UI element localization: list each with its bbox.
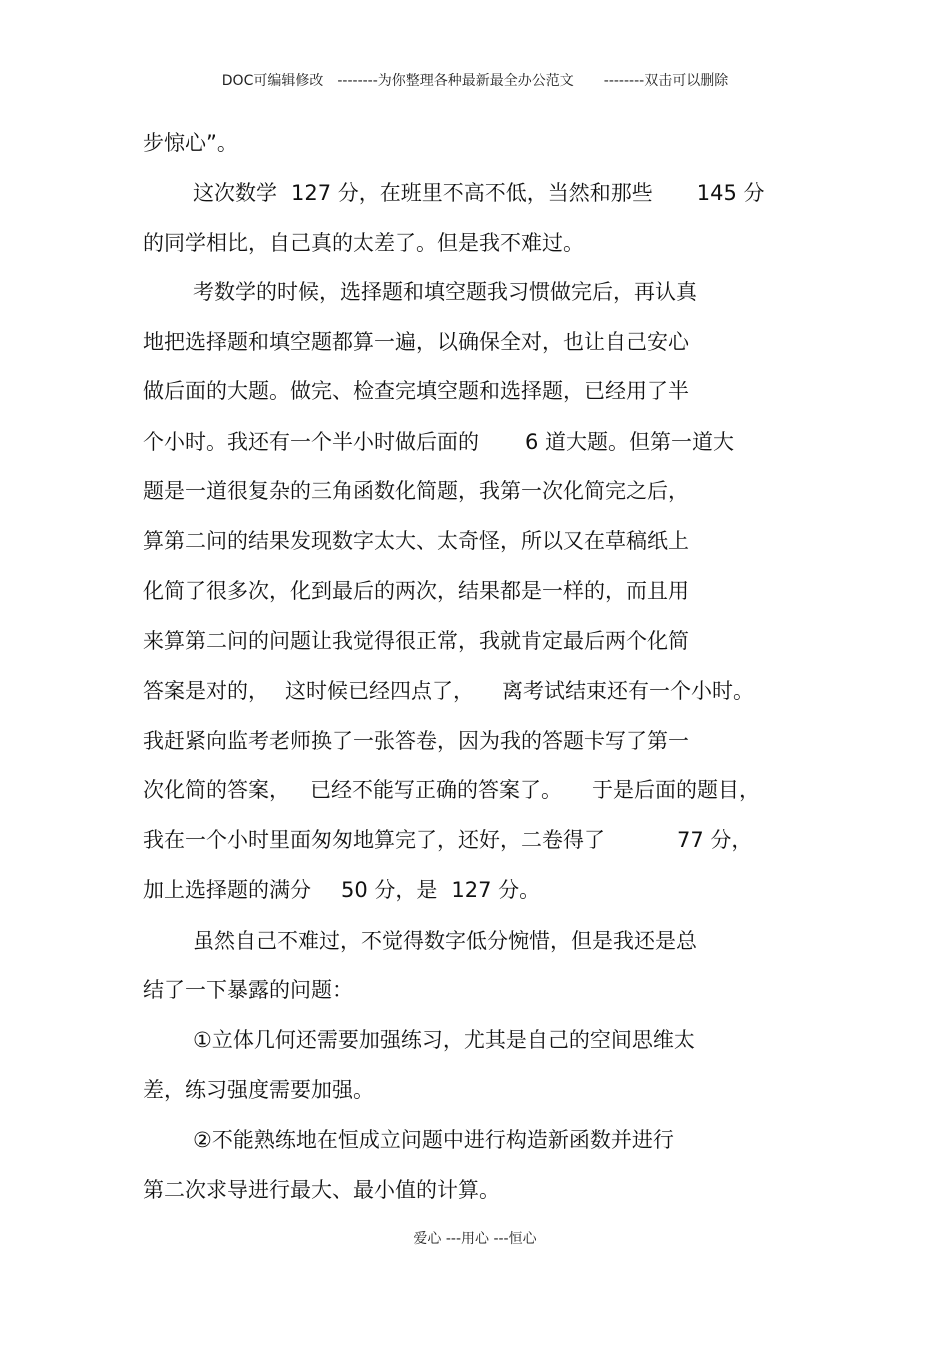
line-text: ①立体几何还需要加强练习，尤其是自己的空间思维太 (193, 1028, 695, 1052)
line-text: 来算第二问的问题让我觉得很正常，我就肯定最后两个化简 (143, 629, 689, 653)
body-line (143, 128, 238, 158)
line-text: 题是一道很复杂的三角函数化简题，我第一次化简完之后， (143, 479, 689, 503)
line-text: 的同学相比，自己真的太差了。但是我不难过。 (143, 231, 584, 255)
body-line (143, 626, 689, 656)
line-text: 145 分 (696, 181, 765, 205)
line-text: 个小时。我还有一个半小时做后面的 (143, 430, 479, 454)
body-line (143, 526, 689, 556)
line-text: 6 道大题。但第一道大 (525, 430, 735, 454)
body-line (143, 576, 689, 606)
line-text: 次化简的答案， (143, 778, 290, 802)
page-footer: 爱心 ---用心 ---恒心 (413, 1231, 537, 1247)
line-text: ②不能熟练地在恒成立问题中进行构造新函数并进行 (193, 1128, 674, 1152)
line-text: 结了一下暴露的问题： (143, 978, 353, 1002)
line-text: 第二次求导进行最大、最小值的计算。 (143, 1178, 500, 1202)
line-text: 差，练习强度需要加强。 (143, 1078, 374, 1102)
body-line (143, 676, 754, 706)
body-line (143, 376, 689, 406)
body-line (143, 427, 734, 457)
line-text: 地把选择题和填空题都算一遍，以确保全对，也让自己安心 (143, 330, 689, 354)
line-text: 考数学的时候，选择题和填空题我习惯做完后，再认真 (193, 280, 697, 304)
line-text: 虽然自己不难过，不觉得数字低分惋惜，但是我还是总 (193, 929, 697, 953)
line-text: 加上选择题的满分 (143, 878, 311, 902)
line-text: 这次数学 (193, 181, 277, 205)
line-text: 我在一个小时里面匆匆地算完了，还好，二卷得了 (143, 828, 605, 852)
body-line (143, 975, 353, 1005)
body-line (143, 875, 540, 905)
body-line (143, 476, 689, 506)
body-line (143, 228, 584, 258)
line-text: 我赶紧向监考老师换了一张答卷，因为我的答题卡写了第一 (143, 729, 689, 753)
body-line (143, 726, 689, 756)
line-text: 于是后面的题目， (592, 778, 760, 802)
line-text: 50 分，是 (341, 878, 438, 902)
body-line (143, 327, 689, 357)
line-text: 127 分。 (451, 878, 541, 902)
line-text: 做后面的大题。做完、检查完填空题和选择题，已经用了半 (143, 379, 689, 403)
line-text: 这时候已经四点了， (285, 679, 474, 703)
paragraph-line (193, 1125, 674, 1155)
line-text: 离考试结束还有一个小时。 (502, 679, 754, 703)
line-text: 77 分， (677, 828, 753, 852)
header-left-text: DOC可编辑修改 (221, 73, 324, 89)
line-text: 127 分，在班里不高不低，当然和那些 (291, 181, 653, 205)
body-line (143, 775, 760, 805)
body-line (143, 825, 752, 855)
paragraph-line (193, 178, 765, 208)
line-text: 答案是对的， (143, 679, 269, 703)
body-line (143, 1075, 374, 1105)
line-text: 已经不能写正确的答案了。 (310, 778, 562, 802)
paragraph-line (193, 277, 697, 307)
paragraph-line (193, 926, 697, 956)
page-header (0, 70, 950, 90)
paragraph-line (193, 1025, 695, 1055)
line-text: 步惊心”。 (143, 131, 238, 155)
line-text: 算第二问的结果发现数字太大、太奇怪，所以又在草稿纸上 (143, 529, 689, 553)
body-line (143, 1175, 500, 1205)
line-text: 化简了很多次，化到最后的两次，结果都是一样的，而且用 (143, 579, 689, 603)
header-right-text: --------双击可以删除 (603, 73, 729, 89)
header-middle-text: --------为你整理各种最新最全办公范文 (337, 73, 574, 89)
